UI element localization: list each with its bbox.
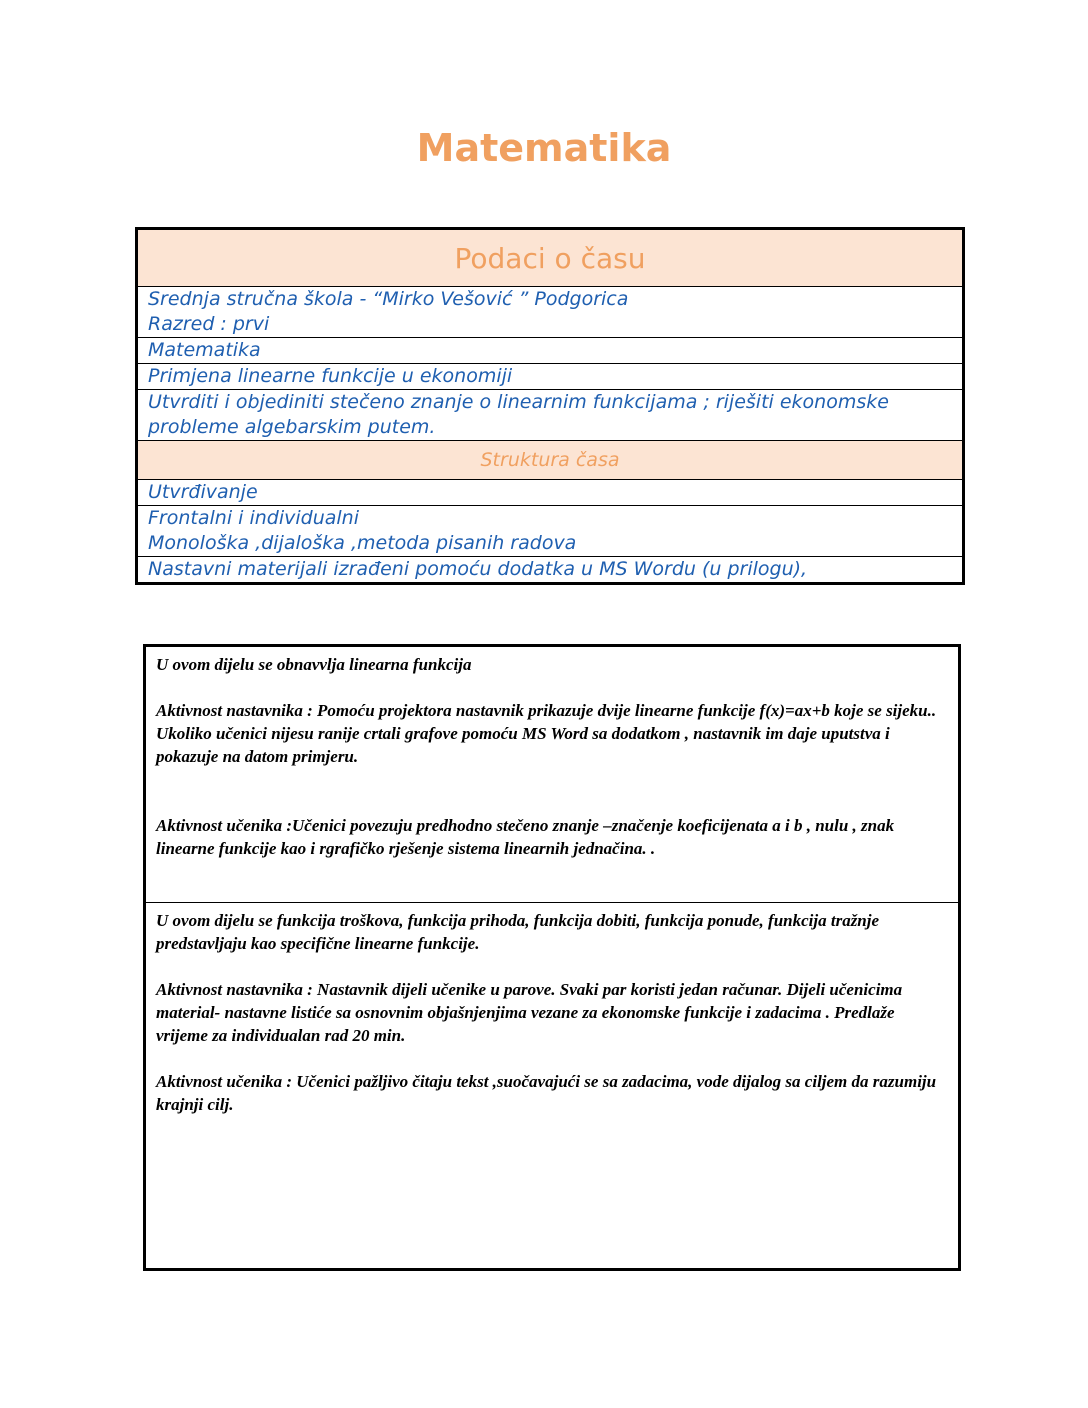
structure-header: Struktura časa [137, 441, 964, 480]
topic: Primjena linearne funkcije u ekonomiji [137, 364, 964, 390]
part1-student-activity: Aktivnost učenika :Učenici povezuju predhodno stečeno znanje –značenje koeficijenata a i b , nulu , znak linearne funkcije kao i rgrafičko rješenje sistema linearnih jednačina. . [156, 816, 895, 858]
subject: Matematika [137, 338, 964, 364]
part1-intro: U ovom dijelu se obnavvlja linearna funkcija [156, 655, 472, 674]
part2-teacher-activity: Aktivnost nastavnika : Nastavnik dijeli učenike u parove. Svaki par koristi jedan računar. Dijeli učenicima material- nastavne listiće sa osnovnim objašnjenjima vezane za ekonomske funkcije i zadacima . Predlaže vrijeme za individualan rad 20 min. [156, 980, 903, 1045]
school-grade-cell [137, 287, 964, 338]
activities-table [143, 644, 961, 1271]
lesson-info-table [135, 227, 965, 585]
activity-part-2 [145, 903, 960, 1270]
work-methods-cell [137, 506, 964, 557]
activity-part-1 [145, 646, 960, 903]
school-name: Srednja stručna škola - “Mirko Vešović ” Podgorica [148, 288, 629, 310]
methods: Monološka ,dijaloška ,metoda pisanih radova [148, 532, 577, 554]
part2-intro: U ovom dijelu se funkcija troškova, funkcija prihoda, funkcija dobiti, funkcija ponude, funkcija tražnje predstavljaju kao specifične linearne funkcije. [156, 911, 880, 953]
goal: Utvrditi i objediniti stečeno znanje o linearnim funkcijama ; riješiti ekonomske probleme algebarskim putem. [137, 390, 964, 441]
part1-teacher-activity: Aktivnost nastavnika : Pomoću projektora nastavnik prikazuje dvije linearne funkcije f(x)=ax+b koje se sijeku.. Ukoliko učenici nijesu ranije crtali grafove pomoću MS Word sa dodatkom , nastavnik im daje uputstva i pokazuje na datom primjeru. [156, 701, 937, 766]
part2-student-activity: Aktivnost učenika : Učenici pažljivo čitaju tekst ,suočavajući se sa zadacima, vode dijalog sa ciljem da razumiju krajnji cilj. [156, 1072, 937, 1114]
page-title: Matematika [416, 126, 672, 170]
materials: Nastavni materijali izrađeni pomoću dodatka u MS Wordu (u prilogu), [137, 557, 964, 584]
grade: Razred : prvi [148, 313, 270, 335]
lesson-type: Utvrđivanje [137, 480, 964, 506]
info-header: Podaci o času [137, 229, 964, 287]
work-form: Frontalni i individualni [148, 507, 359, 529]
